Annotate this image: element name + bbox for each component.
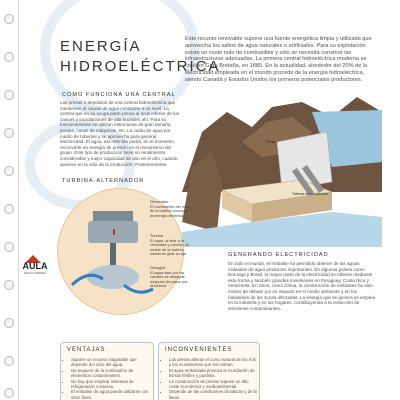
title-line-2: HIDROELÉCTRICA: [60, 58, 221, 75]
dam-label: Presa: [266, 140, 276, 144]
drain-label: [150, 266, 190, 289]
brand-name: AULA: [22, 261, 48, 271]
advantages-item: • Supone un recurso inagotable que depende del ciclo del agua.: [71, 357, 153, 368]
dam-illustration: [182, 72, 382, 247]
advantages-box: [60, 342, 154, 400]
binder-hole: [4, 388, 14, 398]
drain-text: El agua sale por los canales de desagüe después de pasar por la turbina: [150, 269, 188, 289]
drain-title: Desagüe: [150, 265, 166, 270]
binder-holes: [4, 0, 14, 400]
turbine-label: [150, 234, 190, 257]
generation-heading: GENERANDO ELECTRICIDAD: [228, 252, 329, 258]
binder-hole: [4, 318, 14, 328]
generator-text: El movimiento del rotor de la turbina provoca la energía eléctrica: [150, 203, 190, 218]
pipe-label: Tubería de conducción: [292, 192, 329, 196]
advantages-item: • No hay que emplear sistemas de refrigeración costosos.: [71, 379, 153, 390]
turbine-text: El agua, al salir a la velocidad y presión, el rodete de la turbina, haciendo girar su eje: [150, 237, 189, 257]
disadvantages-item: • Depende de las condiciones climáticas y de la lluvia.: [169, 389, 259, 400]
disadvantages-box: [158, 342, 260, 400]
binder-hole: [4, 204, 14, 214]
generator-top: [93, 211, 133, 221]
binder-strip: [0, 0, 19, 400]
generator-title: Generador: [150, 199, 169, 204]
disadvantages-title: INCONVENIENTES: [165, 347, 233, 353]
binder-hole: [4, 128, 14, 138]
binder-hole: [4, 242, 14, 252]
advantages-title: VENTAJAS: [67, 347, 106, 353]
turbine-heading: TURBINA-ALTERNADOR: [62, 178, 145, 184]
brand-sub: ENCICLOPEDIA: [23, 271, 47, 275]
advantages-list: [65, 357, 153, 400]
binder-hole: [4, 166, 14, 176]
binder-hole: [4, 90, 14, 100]
disadvantages-item: • El agua embalsada provoca la inundación de tierras fértiles y pueblos.: [169, 368, 259, 379]
disadvantages-item: • Las presas alteran el curso natural de los ríos y los ecosistemas que los rodean.: [169, 357, 259, 368]
binder-hole: [4, 52, 14, 62]
advantages-item: • El embalse de agua puede utilizarse con otros fines.: [71, 389, 153, 400]
generator-label: [150, 200, 190, 218]
title-line-1: ENERGÍA: [60, 38, 142, 55]
binder-hole: [4, 356, 14, 366]
dam-drawing: [182, 72, 382, 247]
binder-hole: [4, 14, 14, 24]
page-title: [60, 37, 221, 77]
disadvantages-list: [163, 357, 259, 400]
binder-hole: [4, 280, 14, 290]
central-text: Las presas o depósitos de una central hidroeléctrica que mantienen el caudal de agua constante a un nivel. La central que en su ocupa parte previa al nivel inferior de los cauces y inundaciones de alta suceden ahí. Para su funcionamiento se utilizan estructuras de gran tamaño, presas, casas de máquinas, etc. La caída de agua por medio de tuberías y se aprovecha para generar electricidad. El agua, así retenida podrá, en el momento, reconvertir en energía de presión en el mecanismo del grupo. Este tipo de producción tiene un rendimiento considerable y mejor capacidad de uso en el año, cuando aparece en la vida de la producción. Posteriormente,: [60, 100, 179, 166]
advantages-item: • No requiere de la combustión de elementos contaminantes.: [71, 368, 153, 379]
disadvantages-item: • La construcción de presas supone un alto coste económico y medioambiental.: [169, 379, 259, 390]
brand-logo: [20, 262, 50, 275]
intro-paragraph: Este recurso renovable supone una fuente energética limpia y utilizada que aprovecha los saltos de agua naturales o artificiales. Para su explotación existe un coste nulo de combustible y sólo se necesita construir las infraestructuras adecuadas. La primera central hidroeléctrica moderna se creó en Gran Bretaña, en 1880. En la actualidad, alrededor del 20% de la electricidad empleada en el mundo procede de la energía hidroeléctrica, siendo Canadá y Estados Unidos los primeros potenciales productores.: [185, 36, 372, 83]
generation-text: En todo el mundo, el embalse ha permitido obtener de las aguas rodeadas de agua productos importantes. En algunos países como Noruega y Brasil, la mayor parte de la electricidad se obtiene mediante esta forma y también grandes inversiones en Paraguay, Costa Rica y Venezuela. En otros, como China, la construcción de embalses ha sido motivo de debate por su impacto en el medio ambiente y en los habitantes de las zonas afectadas. La energía que se genera se emplea en la industria y en los hogares, contribuyendo a la reducción de emisiones contaminantes.: [228, 261, 376, 311]
central-heading: CÓMO FUNCIONA UNA CENTRAL: [62, 92, 176, 98]
rock-left: [182, 152, 222, 232]
turbine-title: Turbina: [150, 233, 164, 238]
